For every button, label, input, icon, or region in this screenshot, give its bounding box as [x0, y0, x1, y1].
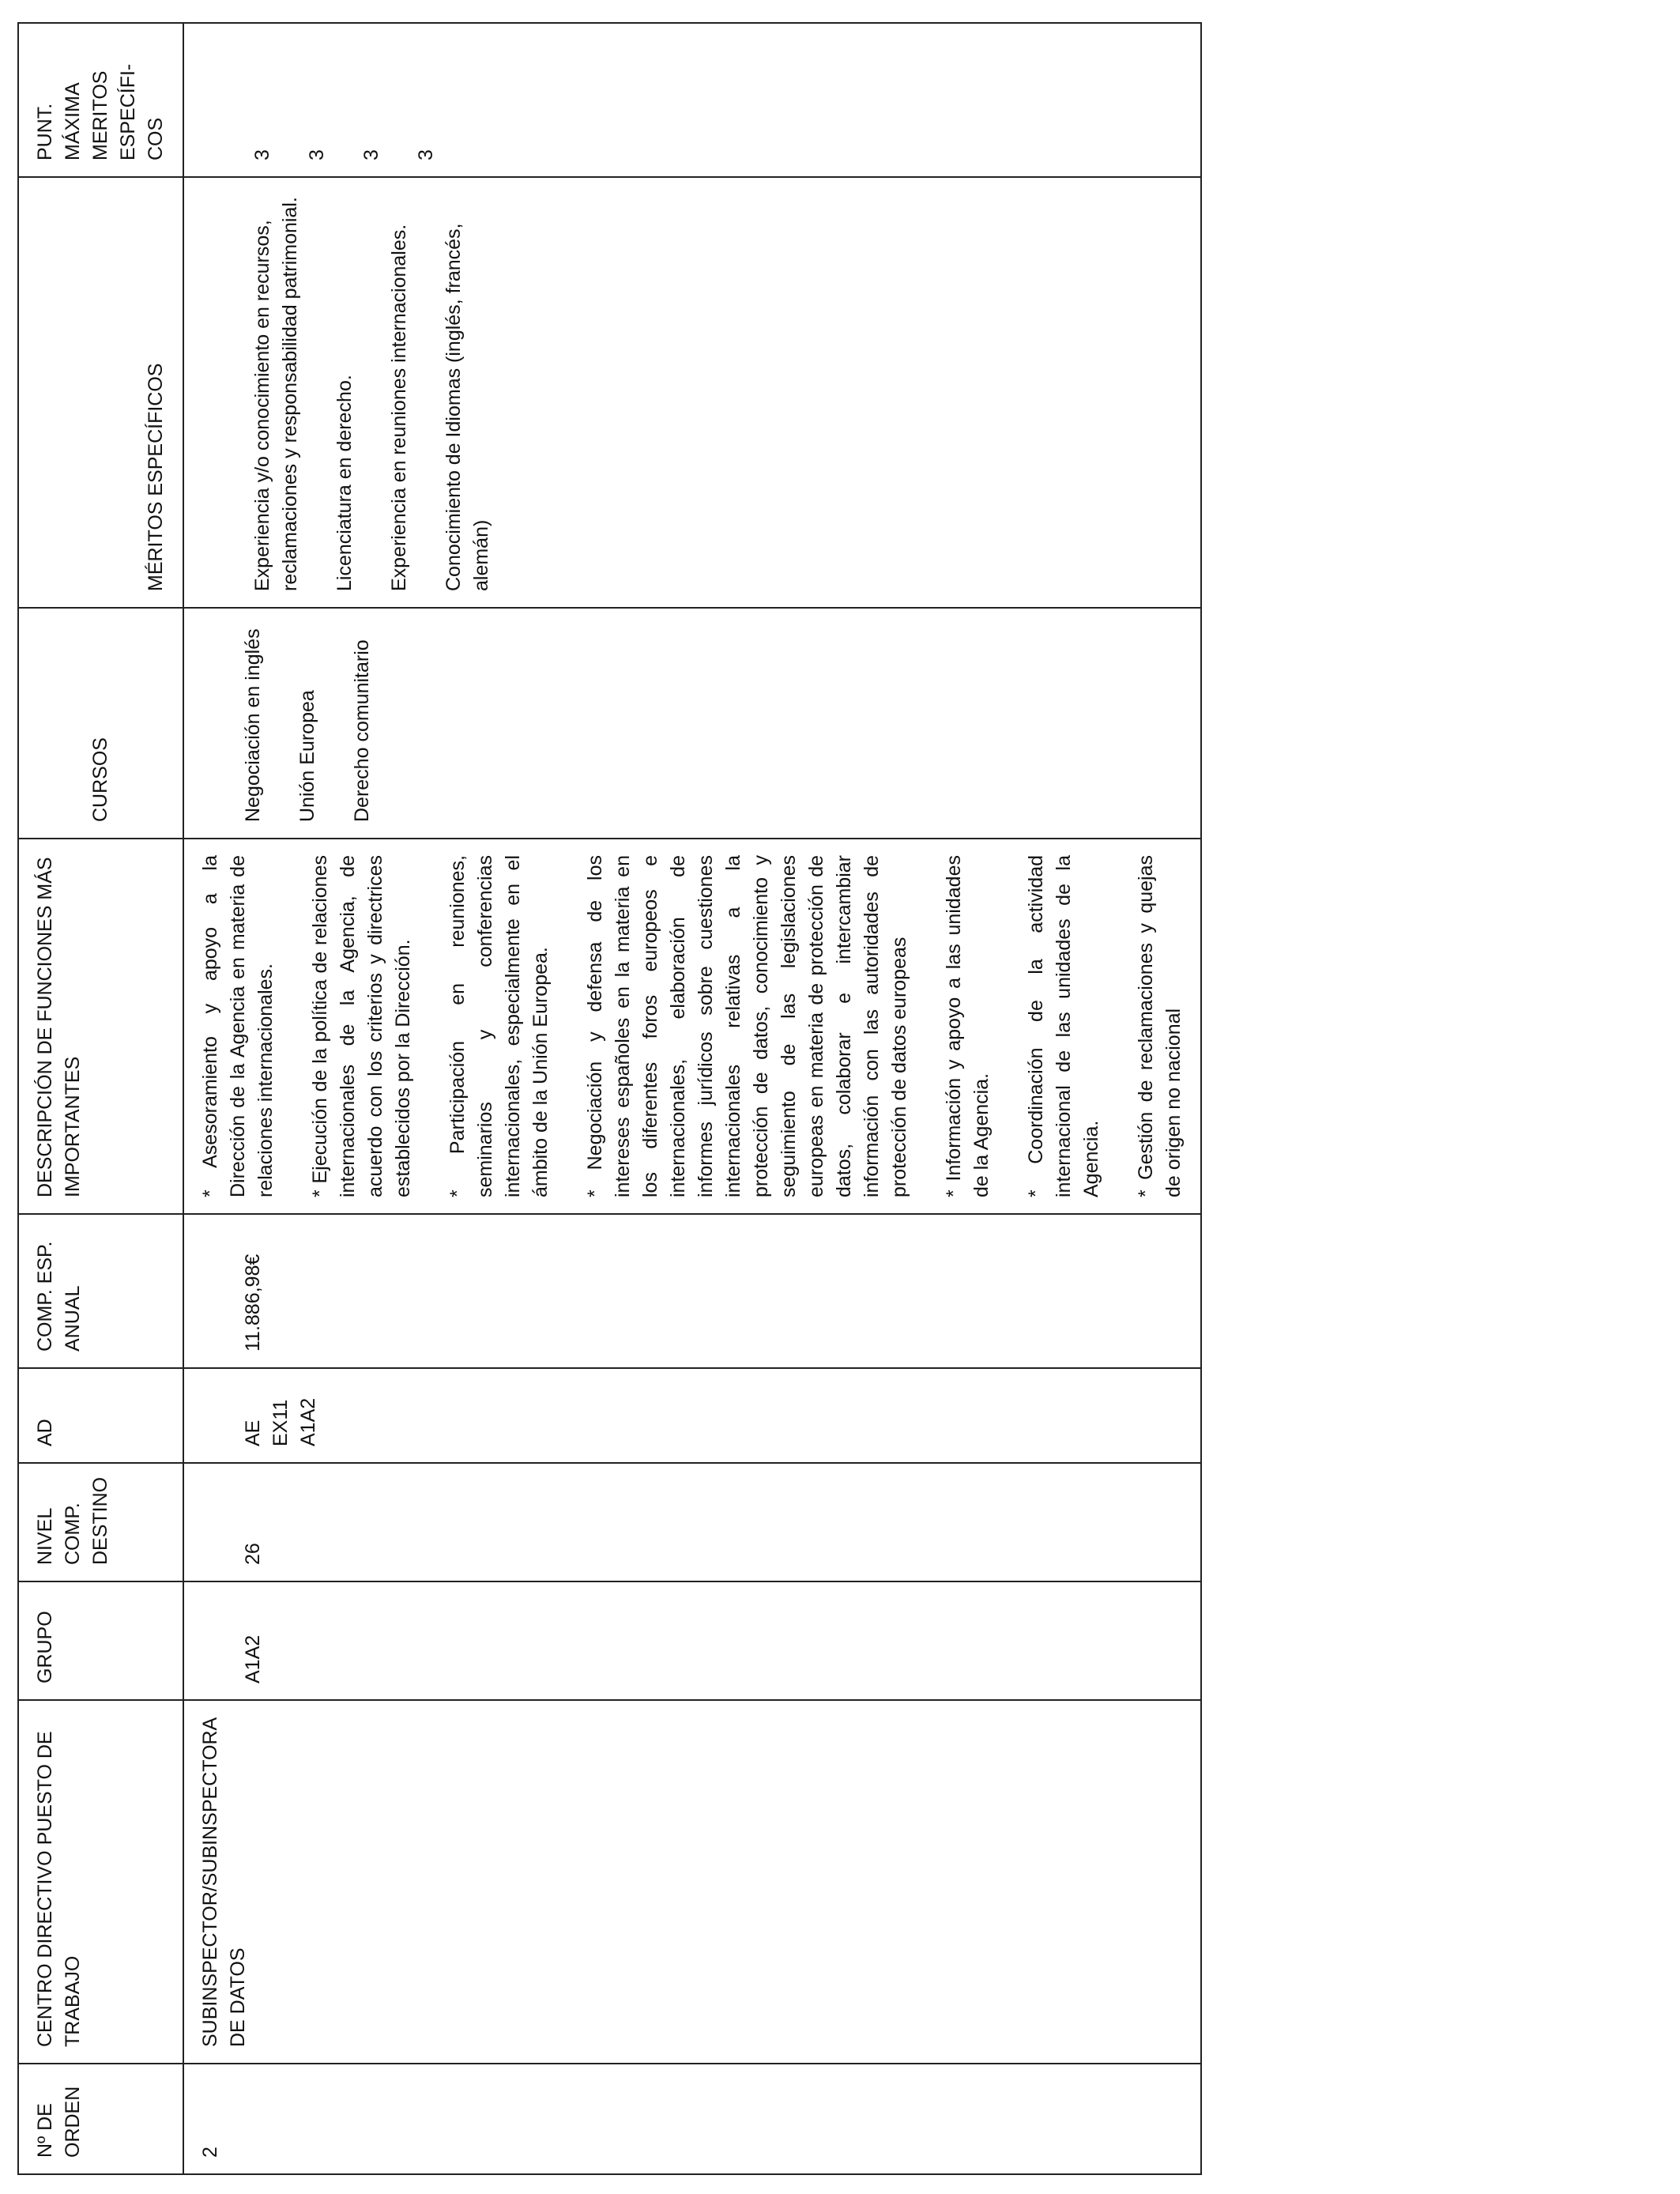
merito-item: Conocimiento de Idiomas (inglés, francés, alemán): [443, 223, 492, 591]
ad-code: A1A2: [297, 1397, 319, 1446]
curso-item: Derecho comunitario: [351, 639, 373, 822]
cell-cursos: [183, 608, 1201, 839]
funcion-item: * Coordinación de la actividad internacional de las unidades de la Agencia.: [1025, 855, 1102, 1197]
header-meritos: MÉRITOS ESPECÍFICOS: [18, 177, 183, 608]
curso-item: Negociación en inglés: [242, 628, 264, 822]
funcion-item: * Ejecución de la política de relaciones internacionales de la Agencia, de acuerdo con los criterios y directrices establecidos por la Dirección.: [309, 855, 414, 1197]
cell-meritos: [183, 177, 1201, 608]
funcion-item: * Información y apoyo a las unidades de la Agencia.: [943, 855, 993, 1197]
cell-puntuacion: [183, 23, 1201, 177]
puntuacion-item: 3: [251, 149, 273, 160]
funcion-item: * Negociación y defensa de los intereses españoles en la materia en los diferentes foros europeos e internacionales, elaboración de informes jurídicos sobre cuestiones internacionales relativas a la protección de datos, conocimiento y seguimiento de las legislaciones europeas en materia de protección de datos, colaborar e intercambiar información con las autoridades de protección de datos europeas: [584, 855, 910, 1197]
funcion-item: * Asesoramiento y apoyo a la Dirección de la Agencia en materia de relaciones internacionales.: [199, 855, 277, 1197]
funcion-item: * Participación en reuniones, seminarios y conferencias internacionales, especialmente en el ámbito de la Unión Europea.: [446, 855, 552, 1197]
cell-funciones: [183, 839, 1201, 1214]
header-comp: COMP. ESP. ANUAL: [18, 1214, 183, 1368]
curso-item: Unión Europea: [296, 690, 318, 822]
cell-ad: [183, 1368, 1201, 1463]
header-funciones: DESCRIPCIÓN DE FUNCIONES MÁS IMPORTANTES: [18, 839, 183, 1214]
header-centro: CENTRO DIRECTIVO PUESTO DE TRABAJO: [18, 1700, 183, 2064]
cell-comp: 11.886,98€: [183, 1214, 1201, 1368]
job-positions-table: [17, 22, 1202, 2175]
header-puntuacion: PUNT. MÁXIMA MERITOS ESPECÍFI-COS: [18, 23, 183, 177]
header-row: [18, 23, 183, 2174]
table-row: [183, 23, 1201, 2174]
header-orden: Nº DE ORDEN: [18, 2064, 183, 2174]
merito-item: Experiencia en reuniones internacionales.: [388, 224, 410, 591]
puntuacion-item: 3: [360, 149, 382, 160]
puntuacion-item: 3: [306, 149, 328, 160]
puntuacion-item: 3: [415, 149, 437, 160]
header-grupo: GRUPO: [18, 1581, 183, 1700]
ad-code: AE: [242, 1419, 264, 1446]
cell-orden: 2: [183, 2064, 1201, 2174]
funcion-item: * Gestión de reclamaciones y quejas de origen no nacional: [1135, 855, 1185, 1197]
header-ad: AD: [18, 1368, 183, 1463]
merito-item: Experiencia y/o conocimiento en recursos, reclamaciones y responsabilidad patrimonial.: [251, 197, 301, 591]
header-cursos: CURSOS: [18, 608, 183, 839]
rotated-page: [17, 24, 1185, 2175]
ad-code: EX11: [269, 1399, 292, 1446]
cell-centro: SUBINSPECTOR/SUBINSPECTORA DE DATOS: [183, 1700, 1201, 2064]
cell-grupo: A1A2: [183, 1581, 1201, 1700]
merito-item: Licenciatura en derecho.: [333, 375, 356, 591]
header-nivel: NIVEL COMP. DESTINO: [18, 1463, 183, 1581]
cell-nivel: 26: [183, 1463, 1201, 1581]
